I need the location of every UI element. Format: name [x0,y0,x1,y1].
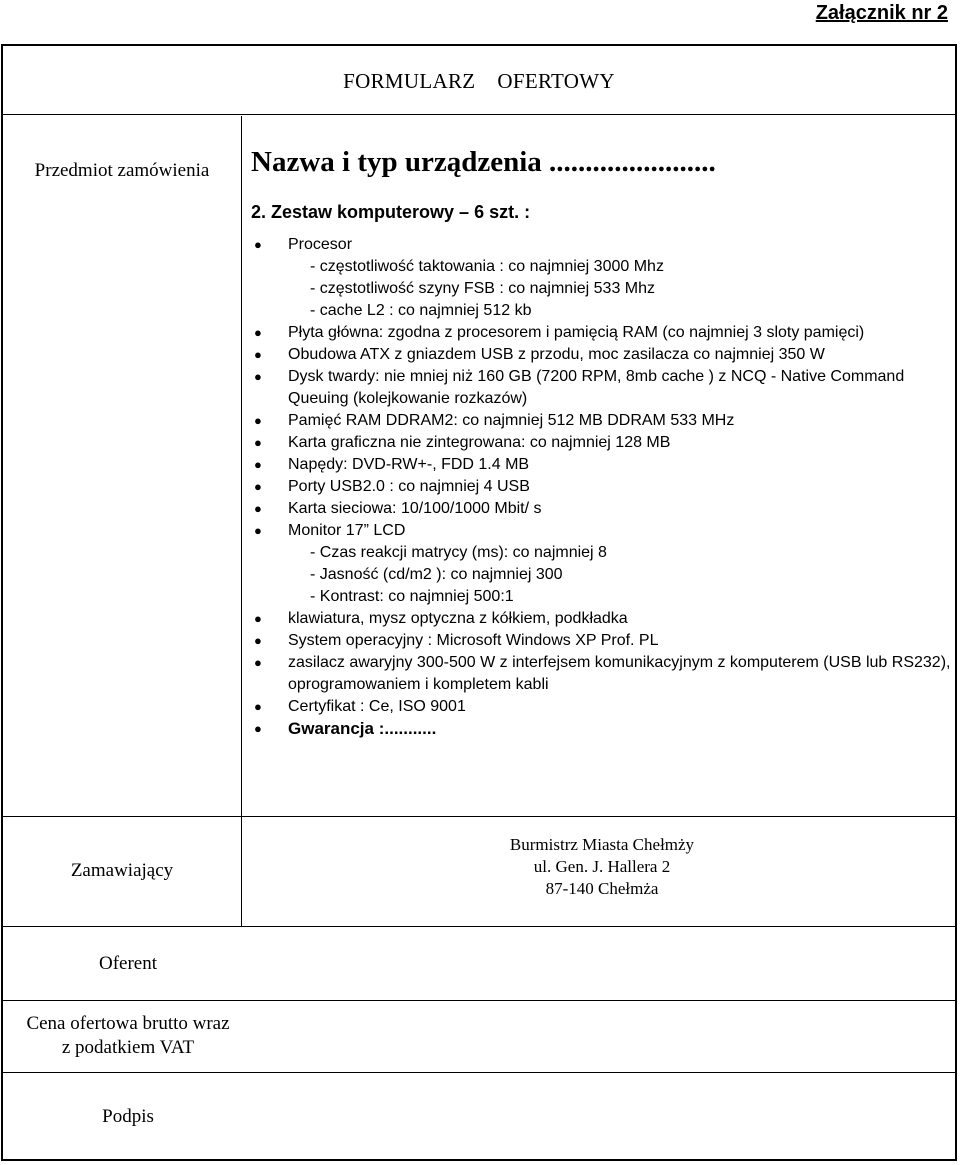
divider [3,926,955,927]
orderer-address [243,834,960,900]
bullet-icon: ● [254,479,262,494]
list-item: ● klawiatura, mysz optyczna z kółkiem, podkładka [251,608,951,630]
bullet-icon: ● [254,523,262,538]
sub-item: - częstotliwość taktowania : co najmniej 3000 Mhz [310,258,664,275]
sub-item: - cache L2 : co najmniej 512 kb [310,302,532,319]
bullet-icon: ● [254,325,262,340]
price-label: Cena ofertowa brutto wraz z podatkiem VAT [26,1013,230,1058]
address-line: ul. Gen. J. Hallera 2 [533,857,671,876]
bullet-icon: ● [254,457,262,472]
set-title: 2. Zestaw komputerowy – 6 szt. : [251,202,531,222]
divider [3,1000,955,1001]
bullet-icon: ● [254,633,262,648]
spec-list [251,234,951,740]
bullet-icon: ● [254,699,262,714]
form-title-word-1: FORMULARZ [343,68,476,93]
list-item: ● Certyfikat : Ce, ISO 9001 [251,696,951,718]
sub-item: - Czas reakcji matrycy (ms): co najmniej 8 [310,544,607,561]
device-title: Nazwa i typ urządzenia ....................... [251,146,716,178]
divider [3,816,955,817]
signature-label: Podpis [102,1105,154,1127]
divider [3,1072,955,1073]
list-item: ● Pamięć RAM DDRAM2: co najmniej 512 MB DDRAM 533 MHz [251,410,951,432]
offerer-label: Oferent [98,953,158,974]
list-item: ● Karta sieciowa: 10/100/1000 Mbit/ s [251,498,951,520]
list-item: ● Monitor 17” LCD - Czas reakcji matrycy (ms): co najmniej 8 - Jasność (cd/m2 ): co najmniej 300 - Kontrast: co najmniej 500:1 [251,520,951,608]
sub-item: - częstotliwość szyny FSB : co najmniej 533 Mhz [310,280,656,297]
sub-item: - Jasność (cd/m2 ): co najmniej 300 [310,566,563,583]
bullet-icon: ● [254,237,262,252]
list-item: ● zasilacz awaryjny 300-500 W z interfejsem komunikacyjnym z komputerem (USB lub RS232), oprogramowaniem i kompletem kabli [254,654,951,693]
sub-item: - Kontrast: co najmniej 500:1 [310,588,514,605]
list-item: ● Płyta główna: zgodna z procesorem i pamięcią RAM (co najmniej 3 sloty pamięci) [251,322,951,344]
list-item: ● Gwarancja :........... [254,719,437,738]
address-line: Burmistrz Miasta Chełmży [509,835,695,854]
list-item: ● Karta graficzna nie zintegrowana: co najmniej 128 MB [251,432,951,454]
list-item: ● System operacyjny : Microsoft Windows XP Prof. PL [251,630,951,652]
column-divider [241,116,242,926]
bullet-icon: ● [254,369,262,384]
bullet-icon: ● [254,435,262,450]
address-line: 87-140 Chełmża [545,879,659,898]
bullet-icon: ● [254,501,262,516]
offer-form-table [1,44,957,1161]
list-item: ● Obudowa ATX z gniazdem USB z przodu, moc zasilacza co najmniej 350 W [251,344,951,366]
subject-label: Przedmiot zamówienia [34,160,210,181]
form-title-word-2: OFERTOWY [497,68,615,93]
list-item: ● Procesor - częstotliwość taktowania : co najmniej 3000 Mhz - częstotliwość szyny FSB : co najmniej 533 Mhz - cache L2 : co najmniej 512 kb [251,234,951,322]
bullet-icon: ● [254,721,262,736]
list-item: ● Dysk twardy: nie mniej niż 160 GB (7200 RPM, 8mb cache ) z NCQ - Native Command Queuing (kolejkowanie rozkazów) [254,368,905,407]
bullet-icon: ● [254,413,262,428]
bullet-icon: ● [254,655,262,670]
divider [3,114,955,115]
orderer-label: Zamawiający [70,860,174,881]
annex-label: Załącznik nr 2 [815,2,948,24]
bullet-icon: ● [254,347,262,362]
list-item: ● Porty USB2.0 : co najmniej 4 USB [251,476,951,498]
bullet-icon: ● [254,611,262,626]
list-item: ● Napędy: DVD-RW+-, FDD 1.4 MB [251,454,951,476]
form-title [3,46,955,116]
